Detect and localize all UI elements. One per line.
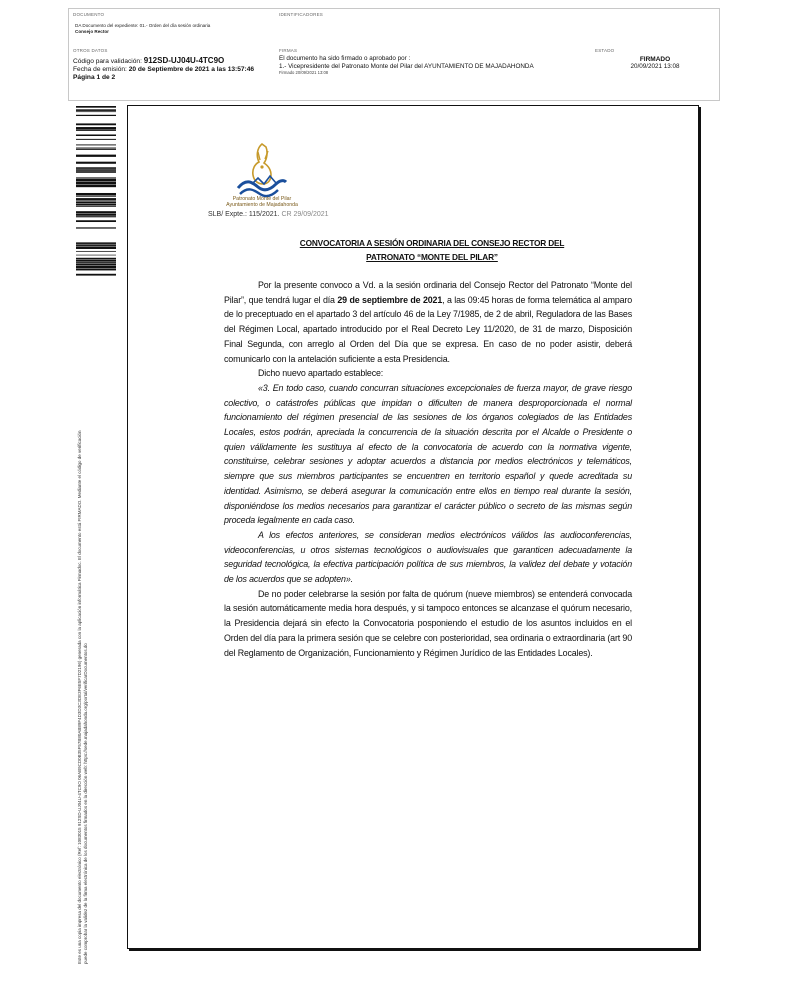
logo-line-2: Ayuntamiento de Majadahonda xyxy=(226,202,298,208)
documento-line-1: DA Documento del expediente: 01.- Orden del día sesión ordinaria xyxy=(75,23,211,28)
document-body xyxy=(224,278,632,660)
paragraph-convocatoria xyxy=(224,278,632,366)
barcode-bar xyxy=(76,258,116,260)
barcode-bar xyxy=(76,269,116,271)
paragraph-establece: Dicho nuevo apartado establece: xyxy=(258,368,384,379)
page-count: Página 1 de 2 xyxy=(73,74,116,81)
fecha-prefix: Fecha de emisión: xyxy=(73,66,127,73)
barcode-bar xyxy=(76,260,116,262)
barcode-bar xyxy=(76,139,116,140)
paragraph-quote-1: «3. En todo caso, cuando concurran situaciones excepcionales de fuerza mayor, de grave riesgo colectivo, o catástrofes públicas que impidan o dificulten de manera desproporcionada el normal funcionamiento del régimen presencial de las sesiones de los órganos colegiados de las Entidades Locales, estos podrán, apreciada la concurrencia de la situación descrita por el Alcalde o Presidente o quien válidamente les sustituya al efecto de la convocatoria de acuerdo con la normativa vigente, constituirse, celebrar sesiones y adoptar acuerdos a distancia por medios electrónicos y telemáticos, siempre que sus miembros participantes se encuentren en territorio español y quede acreditada su identidad. Asimismo, se deberá asegurar la comunicación entre ellos en tiempo real durante la sesión, disponiéndose los medios necesarios para garantizar el carácter público o secreto de las mismas según proceda legalmente en cada caso. xyxy=(224,382,632,526)
estado-date: 20/09/2021 13:08 xyxy=(630,63,680,70)
firmas-cell xyxy=(275,45,591,100)
barcode-bar xyxy=(76,179,116,181)
logo-caption xyxy=(222,196,302,208)
documento-text xyxy=(75,23,271,35)
barcode-bar xyxy=(76,251,116,252)
barcode-bar xyxy=(76,247,116,249)
barcode-bar xyxy=(76,195,116,196)
documento-cell xyxy=(69,9,275,45)
expediente-reference xyxy=(208,211,329,218)
side-text-line-2: puede comprobar la validez de la firma electrónica de los documentos firmados en la dirección web: https://sede.majadahonda.org/portal/verificarDocumentos.do xyxy=(82,643,88,964)
otros-datos-label: OTROS DATOS xyxy=(73,48,108,53)
barcode-bar xyxy=(76,193,116,195)
barcode-bar xyxy=(76,206,116,207)
barcode-bar xyxy=(76,262,116,263)
barcode-bar xyxy=(76,123,116,125)
barcode-bar xyxy=(76,182,116,185)
firmas-line-1: El documento ha sido firmado o aprobado por : xyxy=(279,55,411,62)
barcode-bar xyxy=(76,148,116,149)
barcode-bar xyxy=(76,200,116,201)
barcode-bar xyxy=(76,204,116,206)
expediente-text: SLB/ Expte.: 115/2021. xyxy=(208,211,280,218)
document-title xyxy=(240,236,624,264)
barcode-bar xyxy=(76,162,116,164)
barcode-image xyxy=(76,106,116,276)
session-date: 29 de septiembre de 2021 xyxy=(337,294,443,305)
barcode-bar xyxy=(76,115,116,116)
barcode-bar xyxy=(76,167,116,169)
codigo-prefix: Código para validación: xyxy=(73,58,142,65)
barcode-bar xyxy=(76,216,116,217)
barcode-bar xyxy=(76,220,116,222)
barcode-bar xyxy=(76,214,116,216)
estado-value: FIRMADO xyxy=(639,56,671,63)
barcode-bar xyxy=(76,144,116,145)
barcode-bar xyxy=(76,242,116,243)
paragraph-quote-2: A los efectos anteriores, se consideran medios electrónicos válidos las audioconferencias, videoconferencias, u otros sistemas tecnológicos o audiovisuales que garanticen adecuadamente la seguridad tecnológica, la efectiva participación política de sus miembros, la validez del debate y votación de los acuerdos que se adopten». xyxy=(224,529,632,585)
barcode-bar xyxy=(76,134,116,136)
barcode-bar xyxy=(76,171,116,173)
documento-line-2: Consejo Rector xyxy=(75,29,109,34)
fecha-emision xyxy=(73,66,271,74)
firmas-line-2: 1.- Vicepresidente del Patronato Monte del Pilar del AYUNTAMIENTO DE MAJADAHONDA xyxy=(279,62,534,70)
barcode-bar xyxy=(76,185,116,187)
barcode-bar xyxy=(76,127,116,130)
otros-datos-cell xyxy=(69,45,275,100)
barcode-bar xyxy=(76,155,116,157)
identificadores-label: IDENTIFICADORES xyxy=(279,12,324,17)
documento-label: DOCUMENTO xyxy=(73,12,105,17)
title-line-1: CONVOCATORIA A SESIÓN ORDINARIA DEL CONSEJO RECTOR DEL xyxy=(299,238,565,248)
barcode-bar xyxy=(76,106,116,108)
identificadores-cell xyxy=(275,9,719,45)
barcode-bar xyxy=(76,111,116,112)
barcode-bar xyxy=(76,109,116,111)
barcode-bar xyxy=(76,169,116,171)
barcode-bar xyxy=(76,245,116,246)
barcode-bar xyxy=(76,255,116,256)
csv-code: CR 29/09/2021 xyxy=(281,211,329,218)
barcode-bar xyxy=(76,202,116,204)
barcode-bar xyxy=(76,266,116,269)
signature-header xyxy=(68,8,720,101)
paragraph-1-end: , a las 09:45 horas de forma telemática al amparo de lo preceptuado en el apartado 3 del artículo 46 de la Ley 7/1985, de 2 de abril, Reguladora de las Bases del Régimen Local, apartado introducido por el Real Decreto Ley 11/2020, de 31 de marzo, Disposición Final Segunda, con arreglo al Orden del Día que se expresa. En caso de no poder asistir, deberá comunicarlo con la antelación suficiente a esta Presidencia. xyxy=(224,294,632,364)
barcode-bar xyxy=(76,243,116,245)
side-text-line-1: Este es una copia impresa del documento electrónico (Ref: 1083015 912SD-UJ04U-4TC9O 06AB9CD0B35F57B80AB89F4D3D3C3DE3F6E5F7D2196) generada con la aplicación informática Firmadoc. El documento está FIRMADO. Mediante el código de verificación xyxy=(77,430,82,964)
verification-side-text xyxy=(77,274,88,964)
firmas-label: FIRMAS xyxy=(279,48,298,53)
logo-line-1: Patronato Monte del Pilar xyxy=(232,196,292,202)
paragraph-quorum: De no poder celebrarse la sesión por falta de quórum (nueve miembros) se entenderá convocada la sesión automáticamente media hora después, y si tampoco entonces se alcanzase el quórum necesario, la Presidencia dejará sin efecto la Convocatoria posponiendo el estudio de los asuntos incluidos en el Orden del día para la primera sesión que se celebre con posterioridad, sea ordinaria o extraordinaria (art 90 del Reglamento de Organización, Funcionamiento y Régimen Jurídico de las Entidades Locales). xyxy=(224,588,632,658)
barcode-bar xyxy=(76,130,116,131)
firmas-line-3: Firmado 20/09/2021 13:08 xyxy=(279,70,329,75)
codigo-validacion xyxy=(73,57,271,66)
title-line-2: PATRONATO “MONTE DEL PILAR” xyxy=(366,252,498,262)
barcode-bar xyxy=(76,227,116,228)
barcode-bar xyxy=(76,263,116,265)
codigo-value[interactable]: 912SD-UJ04U-4TC9O xyxy=(143,56,225,65)
barcode-bar xyxy=(76,149,116,150)
barcode-bar xyxy=(76,198,116,200)
estado-cell xyxy=(591,45,719,100)
estado-label: ESTADO xyxy=(595,48,615,53)
paragraph-1-start: Por la presente convoco a Vd. a la sesión ordinaria del Consejo Rector del Patronato “Monte del Pilar”, que tendrá lugar el día xyxy=(224,280,632,305)
barcode-bar xyxy=(76,177,116,178)
fecha-value: 20 de Septiembre de 2021 a las 13:57:46 xyxy=(128,66,255,73)
barcode-bar xyxy=(76,211,116,213)
